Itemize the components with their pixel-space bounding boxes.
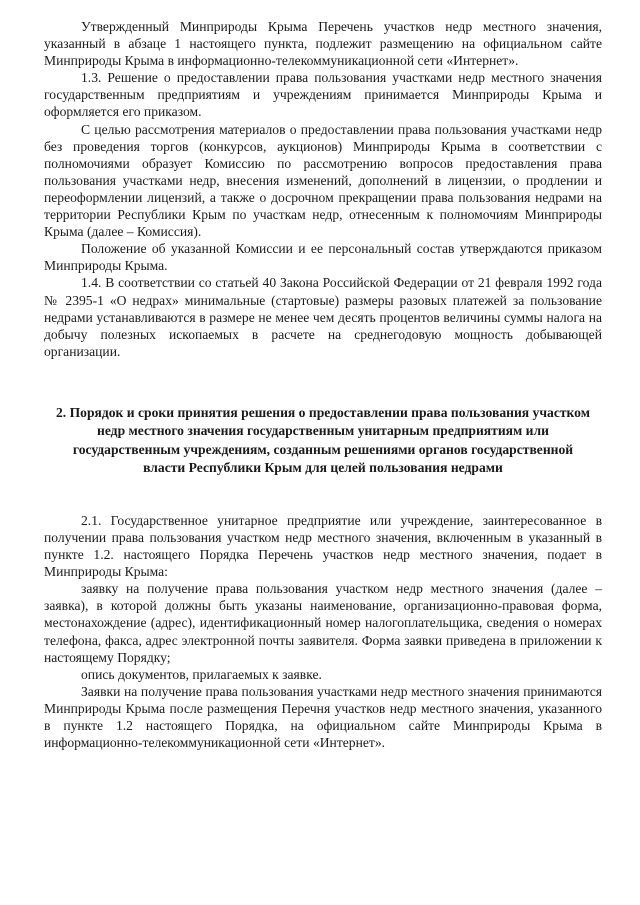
paragraph-1-4: 1.4. В соответствии со статьей 40 Закона Российской Федерации от 21 февраля 1992 года № 2395-1 «О недрах» минимальные (стартовые) размеры разовых платежей за пользование недрами устанавливаются в размере не менее чем десять процентов величины суммы налога на добычу полезных ископаемых в расчете на среднегодовую мощность добывающей организации. bbox=[44, 275, 602, 359]
paragraph-commission: С целью рассмотрения материалов о предоставлении права пользования участками недр без проведения торгов (конкурсов, аукционов) Минприроды Крыма в соответствии с полномочиями образует Комиссию по рассмотрению вопросов предоставления права пользования участками недр, внесения изменений, дополнений в лицензии, о продлении и переоформлении лицензий, а также о досрочном прекращении права пользования недрами на территории Республики Крым по участкам недр, отнесенным к полномочиям Минприроды Крыма (далее – Комиссия). bbox=[44, 121, 602, 240]
paragraph-list-publication: Утвержденный Минприроды Крыма Перечень участков недр местного значения, указанный в абзаце 1 настоящего пункта, подлежит размещению на официальном сайте Минприроды Крыма в информационно-телекоммуникационной сети «Интернет». bbox=[44, 19, 602, 69]
paragraph-document-list: опись документов, прилагаемых к заявке. bbox=[81, 666, 322, 682]
paragraph-application: заявку на получение права пользования участком недр местного значения (далее – заявка), в которой должны быть указаны наименование, организационно-правовая форма, местонахождение (адрес), идентификационный номер налогоплательщика, сведения о номерах телефона, факса, адрес электронной почты заявителя. Форма заявки приведена в приложении к настоящему Порядку; bbox=[44, 581, 602, 665]
paragraph-commission-regulation: Положение об указанной Комиссии и ее персональный состав утверждаются приказом Минприроды Крыма. bbox=[44, 241, 602, 274]
paragraph-1-3: 1.3. Решение о предоставлении права пользования участками недр местного значения государственным предприятиям и учреждениям принимается Минприроды Крыма и оформляется его приказом. bbox=[44, 70, 602, 120]
section-2-heading: 2. Порядок и сроки принятия решения о предоставлении права пользования участком недр местного значения государственным унитарным предприятиям или государственным учреждениям, созданным решениями органов государственной власти Республики Крым для целей пользования недрами bbox=[56, 404, 590, 476]
paragraph-application-acceptance: Заявки на получение права пользования участками недр местного значения принимаются Минприроды Крыма после размещения Перечня участков недр местного значения, указанного в пункте 1.2 настоящего Порядка, на официальном сайте Минприроды Крыма в информационно-телекоммуникационной сети «Интернет». bbox=[44, 683, 602, 751]
paragraph-2-1: 2.1. Государственное унитарное предприятие или учреждение, заинтересованное в получении права пользования участком недр местного значения, включенным в указанный в пункте 1.2. настоящего Порядка Перечень участков недр местного значения, подает в Минприроды Крыма: bbox=[44, 512, 602, 580]
